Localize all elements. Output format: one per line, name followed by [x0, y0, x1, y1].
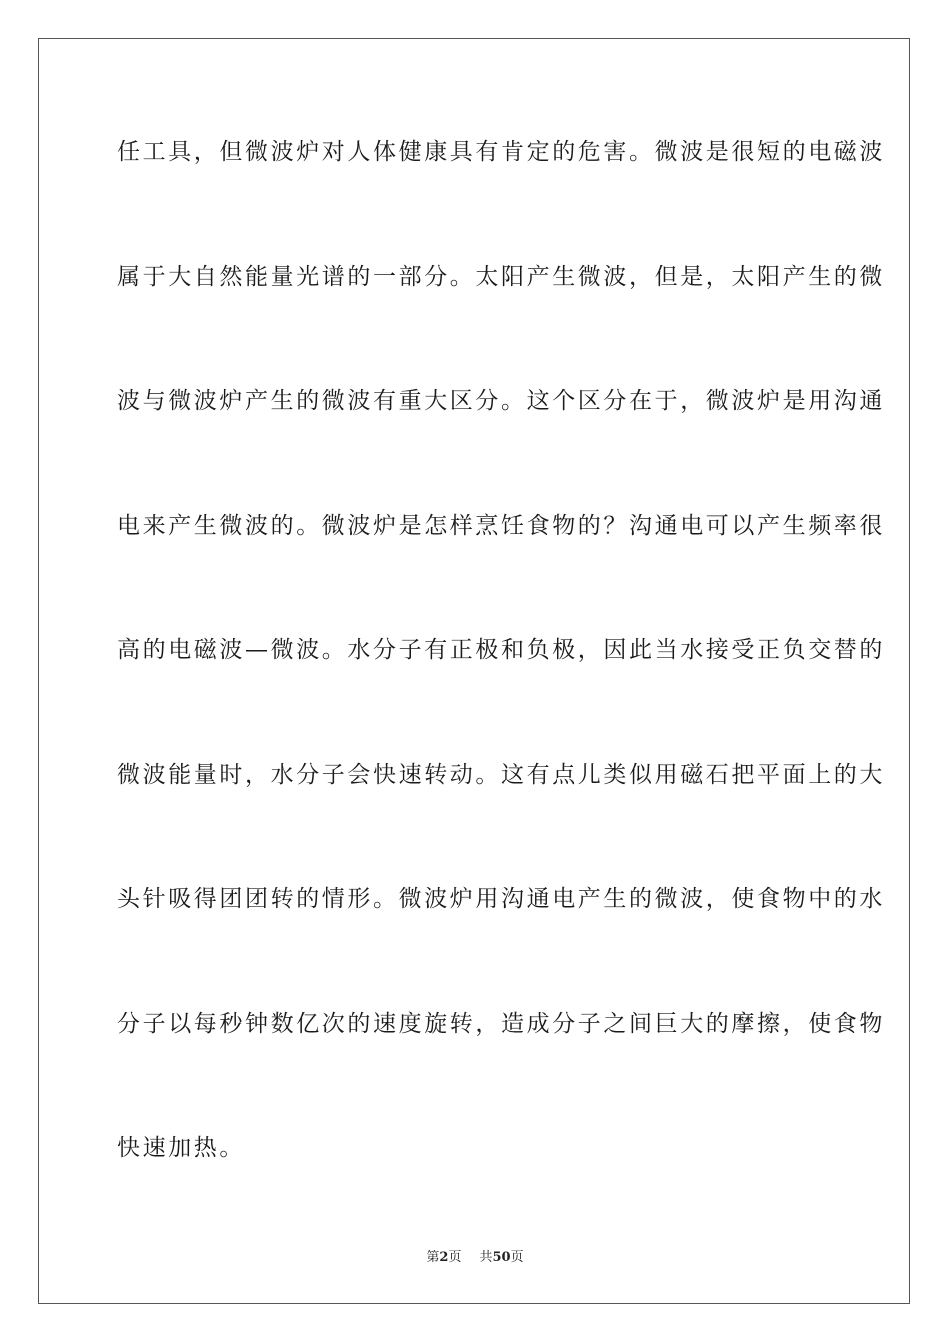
text-line: 电来产生微波的。微波炉是怎样烹饪食物的？沟通电可以产生频率很 [117, 512, 885, 539]
page-number: 2 [439, 1250, 449, 1265]
text-line: 微波能量时，水分子会快速转动。这有点儿类似用磁石把平面上的大 [117, 761, 885, 788]
total-pages: 50 [492, 1250, 511, 1265]
text-line: 属于大自然能量光谱的一部分。太阳产生微波，但是，太阳产生的微 [117, 263, 885, 290]
text-line: 分子以每秒钟数亿次的速度旋转，造成分子之间巨大的摩擦，使食物 [117, 1010, 885, 1037]
page-prefix: 第 [426, 1250, 440, 1265]
text-line: 头针吸得团团转的情形。微波炉用沟通电产生的微波，使食物中的水 [117, 886, 885, 912]
page-suffix: 页 [448, 1250, 462, 1265]
body-text [117, 128, 885, 1249]
page-footer [0, 1246, 950, 1265]
text-line: 快速加热。 [117, 1135, 245, 1161]
text-line: 波与微波炉产生的微波有重大区分。这个区分在于，微波炉是用沟通 [117, 388, 885, 414]
total-suffix: 页 [510, 1250, 524, 1265]
total-prefix: 共 [479, 1250, 493, 1265]
text-line: 任工具，但微波炉对人体健康具有肯定的危害。微波是很短的电磁波 [117, 139, 885, 165]
text-line: 高的电磁波—微波。水分子有正极和负极，因此当水接受正负交替的 [117, 637, 885, 663]
